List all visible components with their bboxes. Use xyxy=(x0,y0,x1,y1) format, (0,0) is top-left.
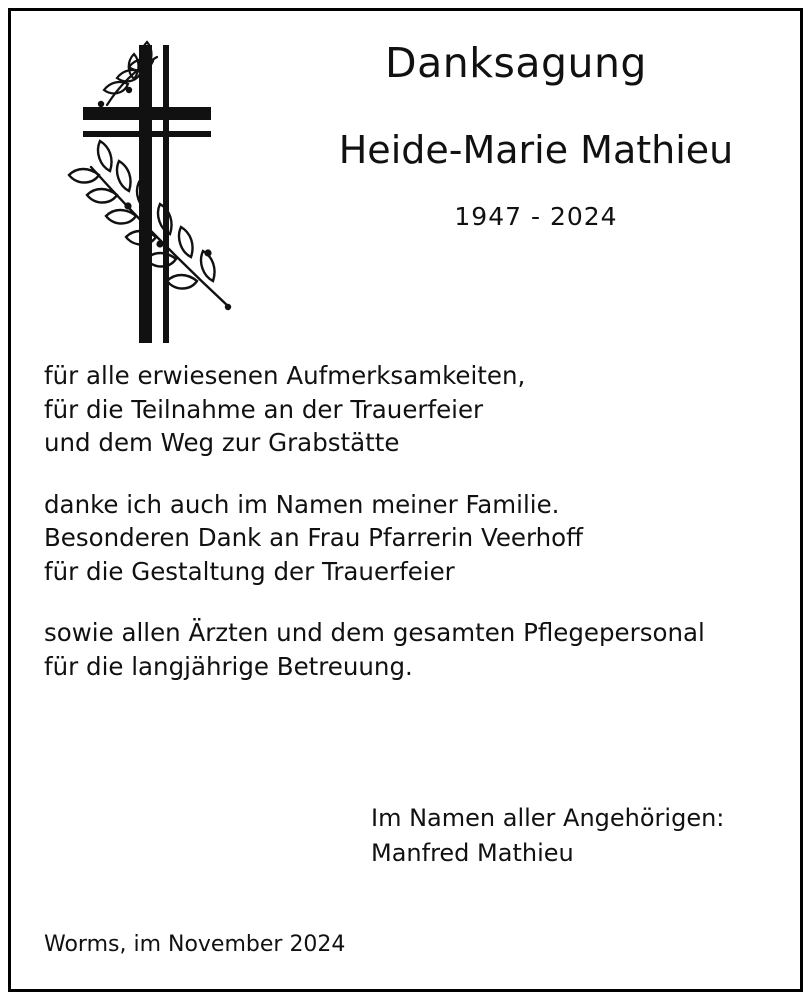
text-line: und dem Weg zur Grabstätte xyxy=(44,428,400,458)
text-line: für die Teilnahme an der Trauerfeier xyxy=(44,394,484,424)
body-text xyxy=(44,359,784,684)
paragraph-1 xyxy=(44,359,784,460)
text-line: für alle erwiesenen Aufmerksamkeiten, xyxy=(44,361,526,390)
text-line: für die Gestaltung der Trauerfeier xyxy=(44,556,455,586)
text-line: für die langjährige Betreuung. xyxy=(44,651,413,681)
signature-intro: Im Namen aller Angehörigen: xyxy=(371,804,725,832)
signature-name: Manfred Mathieu xyxy=(371,838,574,867)
life-dates: 1947 - 2024 xyxy=(454,201,618,231)
card-content xyxy=(11,11,800,989)
heading-block xyxy=(236,41,796,231)
page-title: Danksagung xyxy=(385,39,647,87)
text-line: Besonderen Dank an Frau Pfarrerin Veerhoff xyxy=(44,523,584,553)
paragraph-3 xyxy=(44,616,784,683)
text-line: danke ich auch im Namen meiner Familie. xyxy=(44,489,560,519)
paragraph-2 xyxy=(44,488,784,589)
signature-block xyxy=(371,801,791,871)
text-line: sowie allen Ärzten und dem gesamten Pflegepersonal xyxy=(44,618,705,648)
cross-with-olive-branch-icon xyxy=(61,39,236,349)
place-and-date: Worms, im November 2024 xyxy=(44,932,346,957)
deceased-name: Heide-Marie Mathieu xyxy=(338,128,734,173)
